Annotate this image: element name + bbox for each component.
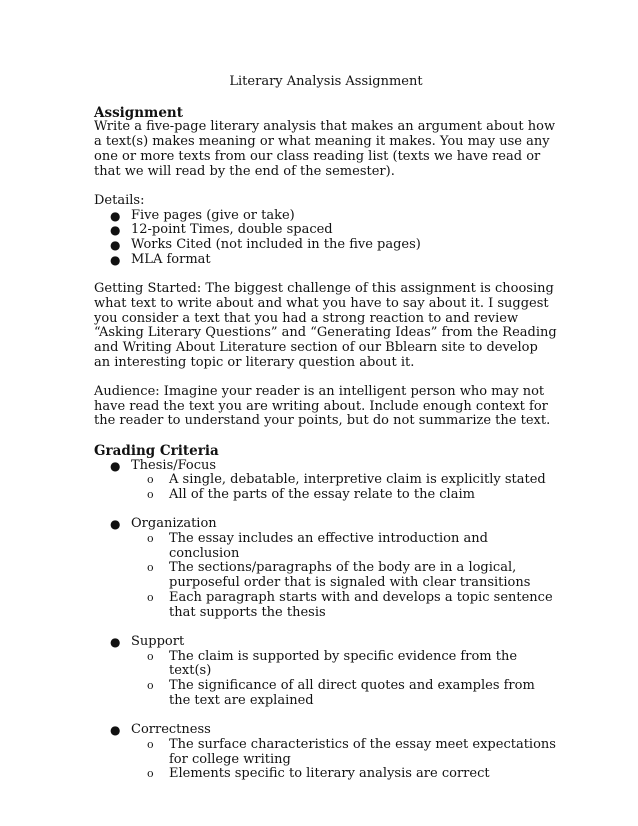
- bullet-icon: ●: [110, 723, 121, 738]
- criterion-label: Correctness: [131, 722, 211, 738]
- audience-paragraph: Audience: Imagine your reader is an intelligent person who may not have read the text you are writing about. Include enough context for the reader to understand your points, but do not summarize the text.: [94, 384, 551, 429]
- circle-bullet-icon: o: [147, 487, 154, 501]
- details-list: [94, 209, 558, 268]
- circle-bullet-icon: o: [147, 590, 154, 604]
- circle-bullet-icon: o: [147, 532, 154, 546]
- criterion-subitem: o The claim is supported by specific evidence from the text(s): [147, 648, 518, 679]
- criterion-organization: [110, 517, 558, 635]
- criterion-subitem: o Elements specific to literary analysis are correct: [147, 766, 490, 782]
- criterion-label: Support: [131, 633, 185, 649]
- circle-bullet-icon: o: [147, 767, 154, 781]
- criterion-subitem: o The significance of all direct quotes and examples from the text are explained: [147, 678, 535, 708]
- criterion-subitem: o All of the parts of the essay relate to the claim: [147, 486, 475, 502]
- bullet-icon: ●: [110, 252, 121, 267]
- criterion-sublist: [131, 473, 558, 502]
- spacer: [131, 708, 558, 723]
- circle-bullet-icon: o: [147, 561, 154, 575]
- criterion-subitem: o The essay includes an effective introduction and conclusion: [147, 531, 488, 561]
- criterion-subitem: o The surface characteristics of the essay meet expectations for college writing: [147, 736, 556, 767]
- spacer: [131, 503, 558, 518]
- spacer: [94, 267, 558, 282]
- document-title: Literary Analysis Assignment: [229, 74, 423, 89]
- details-item: ● Five pages (give or take): [110, 207, 295, 223]
- details-label: Details:: [94, 192, 145, 208]
- spacer: [94, 429, 558, 444]
- criterion-subitem: o The sections/paragraphs of the body are in a logical, purposeful order that is signaled with clear transitions: [147, 560, 531, 591]
- criterion-subitem: o A single, debatable, interpretive claim is explicitly stated: [147, 472, 546, 488]
- circle-bullet-icon: o: [147, 649, 154, 663]
- criterion-label: Organization: [131, 516, 217, 532]
- bullet-icon: ●: [110, 517, 121, 532]
- grading-heading: Grading Criteria: [94, 442, 219, 459]
- circle-bullet-icon: o: [147, 473, 154, 487]
- details-item: ● MLA format: [110, 251, 211, 267]
- criterion-sublist: [131, 532, 558, 620]
- criterion-support: [110, 635, 558, 723]
- assignment-paragraph: Write a five-page literary analysis that makes an argument about how a text(s) makes meaning or what meaning it makes. You may use any one or more texts from our class reading list (texts we have read or that we will read by the end of the semester).: [94, 119, 556, 179]
- bullet-icon: ●: [110, 223, 121, 238]
- criterion-subitem: o Each paragraph starts with and develops a topic sentence that supports the thesis: [147, 589, 553, 620]
- bullet-icon: ●: [110, 208, 121, 223]
- criterion-sublist: [131, 650, 558, 709]
- spacer: [131, 620, 558, 635]
- criterion-thesis: [110, 459, 558, 518]
- details-item: ● Works Cited (not included in the five pages): [110, 237, 421, 253]
- bullet-icon: ●: [110, 458, 121, 473]
- circle-bullet-icon: o: [147, 679, 154, 693]
- spacer: [94, 179, 558, 194]
- criterion-sublist: [131, 738, 558, 782]
- assignment-heading: Assignment: [94, 104, 183, 121]
- bullet-icon: ●: [110, 634, 121, 649]
- details-item: ● 12-point Times, double spaced: [110, 222, 333, 238]
- bullet-icon: ●: [110, 238, 121, 253]
- spacer: [94, 370, 558, 385]
- criteria-list: [94, 459, 558, 782]
- criterion-correctness: [110, 723, 558, 782]
- criterion-label: Thesis/Focus: [131, 457, 217, 473]
- circle-bullet-icon: o: [147, 737, 154, 751]
- getting-started-paragraph: Getting Started: The biggest challenge of this assignment is choosing what text to write about and what you have to say about it. I suggest you consider a text that you had a strong reaction to and review “Asking Literary Questions” and “Generating Ideas” from the Reading and Writing About Literature section of our Bblearn site to develop an interesting topic or literary question about it.: [94, 281, 557, 370]
